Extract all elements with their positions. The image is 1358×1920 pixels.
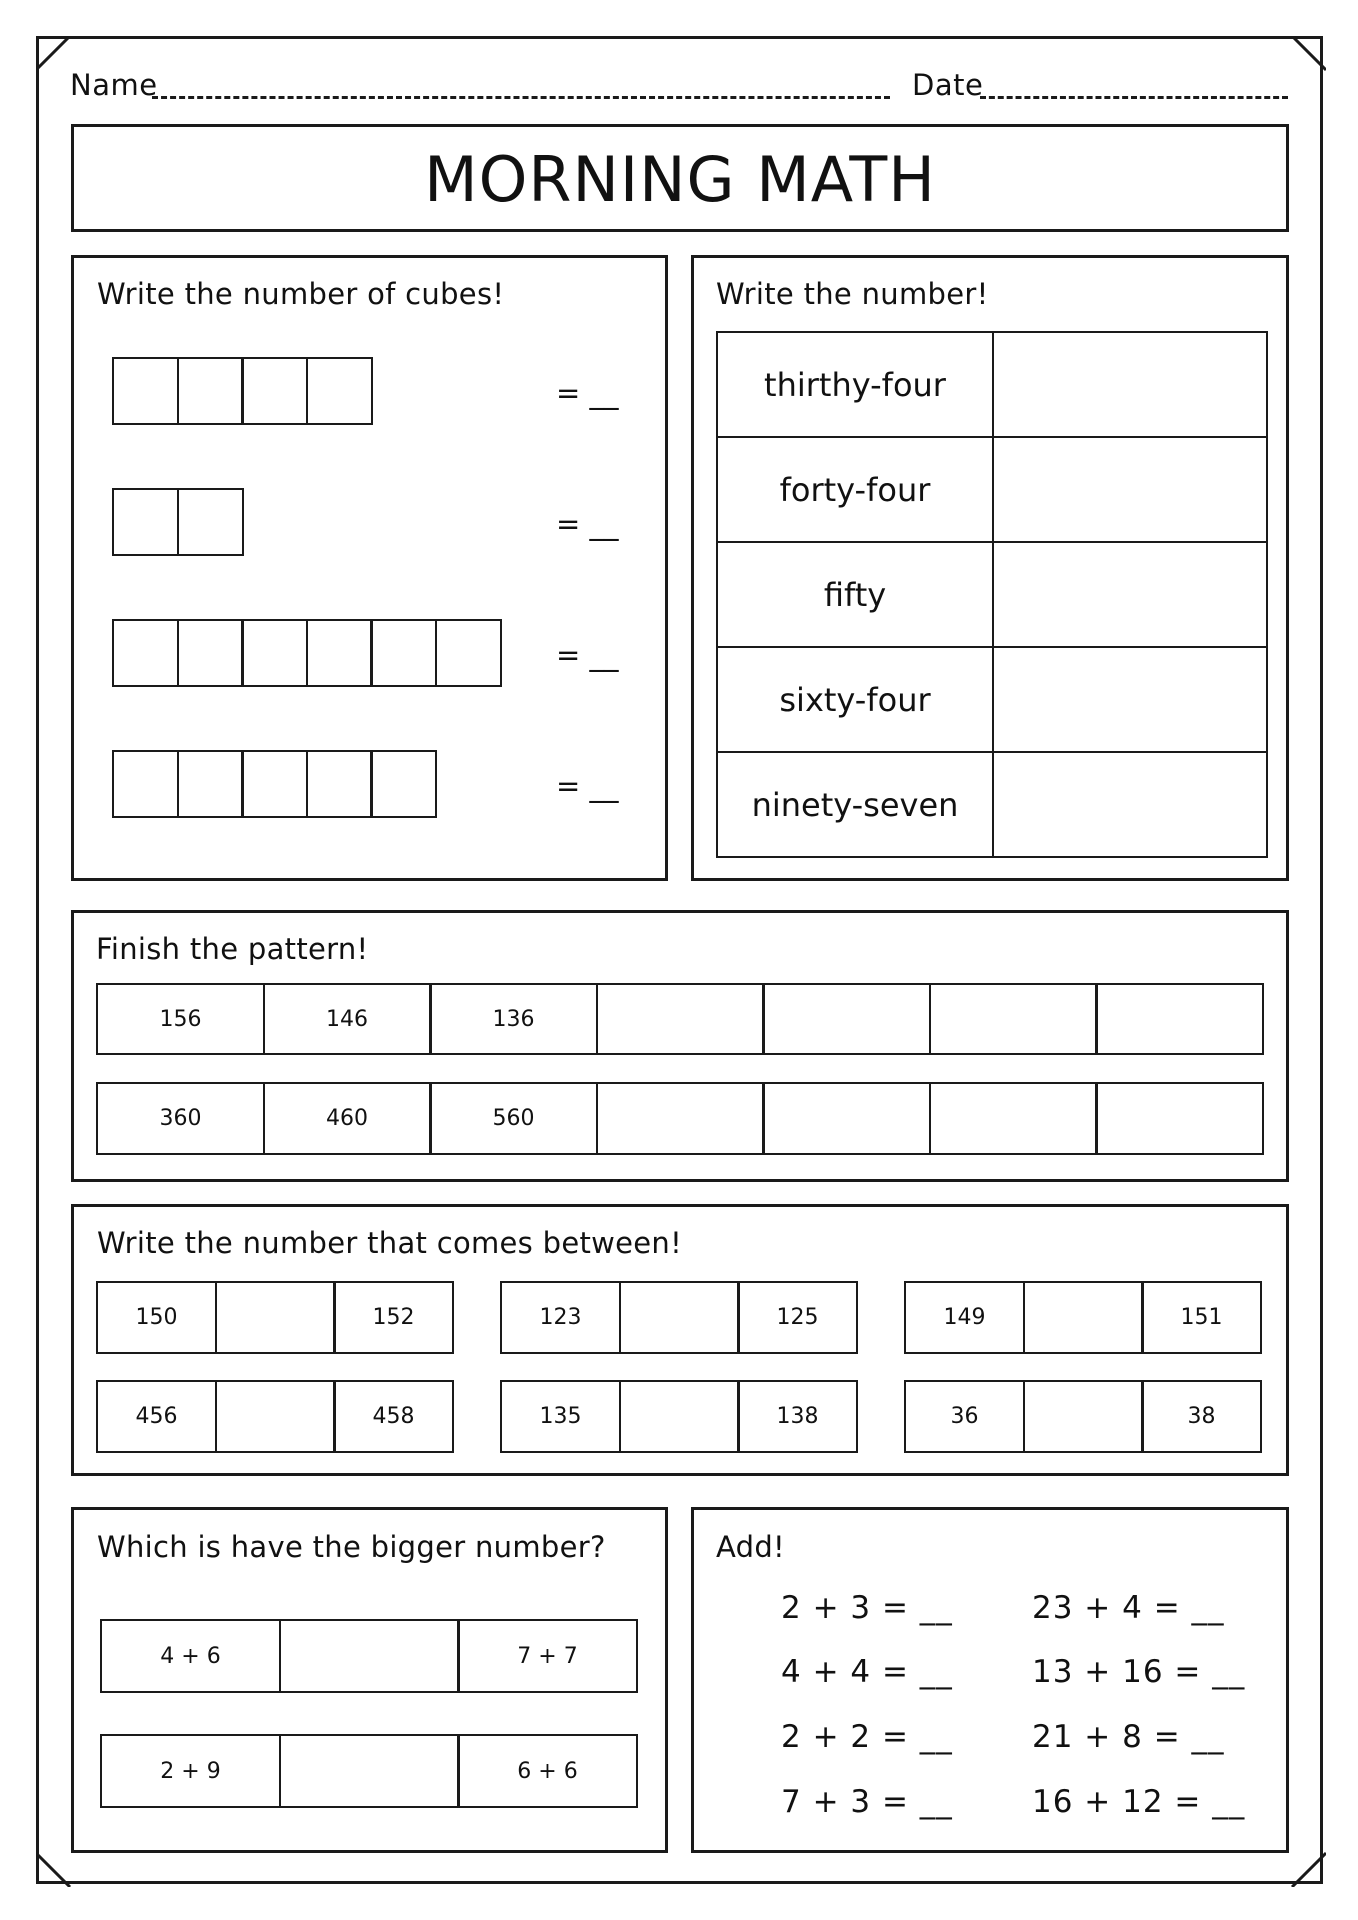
between-group-3 (904, 1281, 1260, 1354)
between-number: 456 (96, 1380, 217, 1453)
between-number: 149 (904, 1281, 1025, 1354)
pattern-answer-cell[interactable] (929, 1082, 1098, 1155)
add-problem[interactable]: 2 + 3 = __ (781, 1590, 953, 1626)
cube (241, 750, 308, 818)
add-problem[interactable]: 21 + 8 = __ (1032, 1719, 1225, 1755)
cube-row-1 (112, 357, 370, 425)
between-group-5 (500, 1380, 856, 1453)
pattern-cell: 156 (96, 983, 265, 1055)
pattern-answer-cell[interactable] (762, 1082, 931, 1155)
add-problem[interactable]: 7 + 3 = __ (781, 1784, 953, 1820)
cube (370, 619, 437, 687)
title-box (71, 124, 1289, 232)
pattern-cell: 460 (263, 1082, 432, 1155)
number-answer-cell[interactable] (993, 752, 1267, 857)
between-answer-cell[interactable] (215, 1380, 336, 1453)
name-label: Name (70, 68, 158, 102)
bigger-row-2 (100, 1734, 636, 1808)
cube (177, 619, 244, 687)
number-word: thirthy-four (717, 332, 993, 437)
cubes-section-title: Write the number of cubes! (97, 277, 505, 311)
bigger-row-1 (100, 1619, 636, 1693)
cube-answer-4[interactable]: = __ (556, 769, 619, 803)
write-number-section-title: Write the number! (716, 277, 989, 311)
between-group-1 (96, 1281, 452, 1354)
bigger-answer-cell[interactable] (279, 1734, 460, 1808)
cube (112, 357, 179, 425)
between-group-2 (500, 1281, 856, 1354)
between-group-6 (904, 1380, 1260, 1453)
between-number: 123 (500, 1281, 621, 1354)
add-problem[interactable]: 13 + 16 = __ (1032, 1654, 1246, 1690)
pattern-answer-cell[interactable] (596, 1082, 765, 1155)
between-answer-cell[interactable] (619, 1380, 740, 1453)
cube-row-4 (112, 750, 435, 818)
between-number: 38 (1141, 1380, 1262, 1453)
add-problem[interactable]: 16 + 12 = __ (1032, 1784, 1246, 1820)
name-field[interactable] (152, 96, 890, 99)
between-number: 150 (96, 1281, 217, 1354)
number-word: sixty-four (717, 647, 993, 752)
cube (177, 488, 244, 556)
add-section-title: Add! (716, 1530, 785, 1564)
bigger-number-section-title: Which is have the bigger number? (97, 1530, 606, 1564)
table-row (717, 332, 1267, 437)
between-answer-cell[interactable] (1023, 1281, 1144, 1354)
pattern-section-title: Finish the pattern! (96, 932, 369, 966)
pattern-answer-cell[interactable] (762, 983, 931, 1055)
between-number: 458 (333, 1380, 454, 1453)
cube (241, 357, 308, 425)
between-answer-cell[interactable] (619, 1281, 740, 1354)
pattern-cell: 136 (429, 983, 598, 1055)
add-problem[interactable]: 4 + 4 = __ (781, 1654, 953, 1690)
cube (112, 750, 179, 818)
between-number: 138 (737, 1380, 858, 1453)
number-answer-cell[interactable] (993, 647, 1267, 752)
pattern-answer-cell[interactable] (596, 983, 765, 1055)
bigger-answer-cell[interactable] (279, 1619, 460, 1693)
cube-row-3 (112, 619, 499, 687)
number-answer-cell[interactable] (993, 437, 1267, 542)
cube (306, 750, 373, 818)
pattern-row-2 (96, 1082, 1262, 1155)
between-number: 36 (904, 1380, 1025, 1453)
pattern-cell: 360 (96, 1082, 265, 1155)
corner-decoration-top-right (1280, 36, 1326, 82)
number-words-table (716, 331, 1268, 858)
bigger-expression: 2 + 9 (100, 1734, 281, 1808)
bigger-expression: 4 + 6 (100, 1619, 281, 1693)
number-answer-cell[interactable] (993, 332, 1267, 437)
cube (435, 619, 502, 687)
number-word: fifty (717, 542, 993, 647)
date-field[interactable] (980, 96, 1288, 99)
table-row (717, 647, 1267, 752)
table-row (717, 437, 1267, 542)
number-answer-cell[interactable] (993, 542, 1267, 647)
cube (112, 488, 179, 556)
date-label: Date (912, 68, 984, 102)
pattern-cell: 146 (263, 983, 432, 1055)
pattern-answer-cell[interactable] (929, 983, 1098, 1055)
cube (177, 357, 244, 425)
cube (370, 750, 437, 818)
cube-answer-3[interactable]: = __ (556, 638, 619, 672)
between-number: 152 (333, 1281, 454, 1354)
between-answer-cell[interactable] (215, 1281, 336, 1354)
page-title: MORNING MATH (424, 143, 936, 216)
bigger-expression: 6 + 6 (457, 1734, 638, 1808)
cube (177, 750, 244, 818)
bigger-expression: 7 + 7 (457, 1619, 638, 1693)
between-number: 135 (500, 1380, 621, 1453)
pattern-answer-cell[interactable] (1095, 983, 1264, 1055)
between-group-4 (96, 1380, 452, 1453)
cube (306, 357, 373, 425)
table-row (717, 542, 1267, 647)
between-answer-cell[interactable] (1023, 1380, 1144, 1453)
table-row (717, 752, 1267, 857)
add-problem[interactable]: 23 + 4 = __ (1032, 1590, 1225, 1626)
number-word: ninety-seven (717, 752, 993, 857)
number-word: forty-four (717, 437, 993, 542)
pattern-cell: 560 (429, 1082, 598, 1155)
pattern-row-1 (96, 983, 1262, 1055)
between-number: 125 (737, 1281, 858, 1354)
cube (306, 619, 373, 687)
cube-answer-2[interactable]: = __ (556, 507, 619, 541)
between-number: 151 (1141, 1281, 1262, 1354)
pattern-answer-cell[interactable] (1095, 1082, 1264, 1155)
between-section-title: Write the number that comes between! (97, 1226, 683, 1260)
cube-answer-1[interactable]: = __ (556, 376, 619, 410)
cube-row-2 (112, 488, 241, 556)
cube (241, 619, 308, 687)
cube (112, 619, 179, 687)
add-problem[interactable]: 2 + 2 = __ (781, 1719, 953, 1755)
